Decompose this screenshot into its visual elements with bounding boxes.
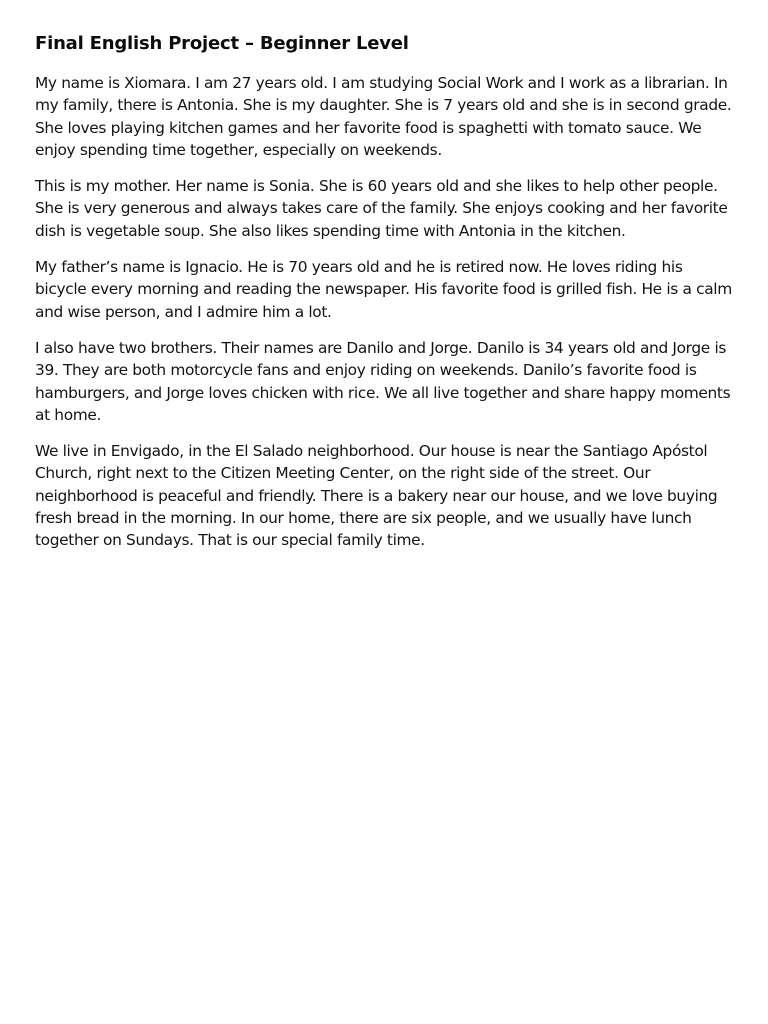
paragraph-mother: This is my mother. Her name is Sonia. She is 60 years old and she likes to help other people. She is very generous and always takes care of the family. She enjoys cooking and her favorite dish is vegetable soup. She also likes spending time with Antonia in the kitchen. bbox=[35, 177, 728, 240]
document-title: Final English Project – Beginner Level bbox=[35, 33, 409, 54]
paragraph-neighborhood: We live in Envigado, in the El Salado neighborhood. Our house is near the Santiago Apóstol Church, right next to the Citizen Meeting Center, on the right side of the street. Our neighborhood is peaceful and friendly. There is a bakery near our house, and we love buying fresh bread in the morning. In our home, there are six people, and we usually have lunch together on Sundays. That is our special family time. bbox=[35, 442, 718, 550]
paragraph-brothers: I also have two brothers. Their names are Danilo and Jorge. Danilo is 34 years old and Jorge is 39. They are both motorcycle fans and enjoy riding on weekends. Danilo’s favorite food is hamburgers, and Jorge loves chicken with rice. We all live together and share happy moments at home. bbox=[35, 338, 731, 424]
paragraph-father: My father’s name is Ignacio. He is 70 years old and he is retired now. He loves riding his bicycle every morning and reading the newspaper. His favorite food is grilled fish. He is a calm and wise person, and I admire him a lot. bbox=[35, 258, 732, 321]
document-body bbox=[35, 72, 734, 552]
paragraph-introduction: My name is Xiomara. I am 27 years old. I am studying Social Work and I work as a librarian. In my family, there is Antonia. She is my daughter. She is 7 years old and she is in second grade. She loves playing kitchen games and her favorite food is spaghetti with tomato sauce. We enjoy spending time together, especially on weekends. bbox=[35, 74, 732, 159]
